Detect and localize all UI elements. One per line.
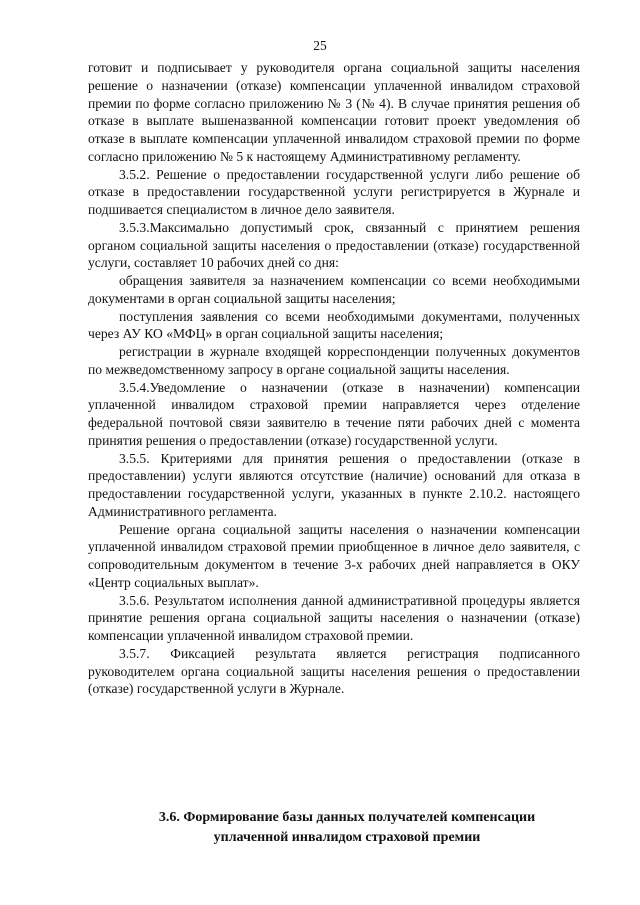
section-heading-line1: 3.6. Формирование базы данных получателей компенсации	[158, 810, 536, 825]
paragraph-continuation: готовит и подписывает у руководителя органа социальной защиты населения решение о назначении (отказе) компенсации уплаченной инвалидом страховой премии по форме согласно приложению № 3 (№ 4). В случае принятия решения об отказе в выплате вышеназванной компенсации готовит проект уведомления об отказе в выплате компенсации уплаченной инвалидом страховой премии по форме согласно приложению № 5 к настоящему Административному регламенту.	[88, 60, 580, 164]
document-body	[88, 59, 580, 698]
section-heading-line2: уплаченной инвалидом страховой премии	[213, 830, 481, 845]
section-heading	[88, 808, 580, 848]
paragraph-3-5-6: 3.5.6. Результатом исполнения данной административной процедуры является принятие решения органа социальной защиты населения о назначении (отказе) компенсации уплаченной инвалидом страховой премии.	[88, 592, 580, 643]
paragraph-3-5-3: 3.5.3.Максимально допустимый срок, связанный с принятием решения органом социальной защиты населения о предоставлении (отказе) государственной услуги, составляет 10 рабочих дней со дня:	[88, 219, 580, 271]
paragraph-3-5-2: 3.5.2. Решение о предоставлении государственной услуги либо решение об отказе в предоставлении государственной услуги регистрируется в Журнале и подшивается специалистом в личное дело заявителя.	[88, 166, 580, 217]
paragraph-3-5-5: 3.5.5. Критериями для принятия решения о предоставлении (отказе в предоставлении) услуги являются отсутствие (наличие) оснований для отказа в предоставлении государственной услуги, указанных в пункте 2.10.2. настоящего Административного регламента.	[88, 450, 580, 519]
paragraph-3-5-4: 3.5.4.Уведомление о назначении (отказе в назначении) компенсации уплаченной инвалидом страховой премии направляется через отделение федеральной почтовой связи заявителю в течение пяти рабочих дней с момента принятия решения о предоставлении (отказе) государственной услуги.	[88, 379, 580, 448]
list-item-receipt: поступления заявления со всеми необходимыми документами, полученных через АУ КО «МФЦ» в орган социальной защиты населения;	[88, 308, 580, 342]
paragraph-decision: Решение органа социальной защиты населения о назначении компенсации уплаченной инвалидом страховой премии приобщенное в личное дело заявителя, с сопроводительным документом в течение 3-х рабочих дней направляется в ОКУ «Центр социальных выплат».	[88, 521, 580, 590]
paragraph-3-5-7: 3.5.7. Фиксацией результата является регистрация подписанного руководителем органа социальной защиты населения решения о предоставлении (отказе) государственной услуги в Журнале.	[88, 645, 580, 697]
list-item-registration: регистрации в журнале входящей корреспонденции полученных документов по межведомственному запросу в органе социальной защиты населения.	[88, 344, 580, 377]
list-item-appeal: обращения заявителя за назначением компенсации со всеми необходимыми документами в орган социальной защиты населения;	[88, 273, 580, 306]
page-number: 25	[313, 38, 327, 53]
